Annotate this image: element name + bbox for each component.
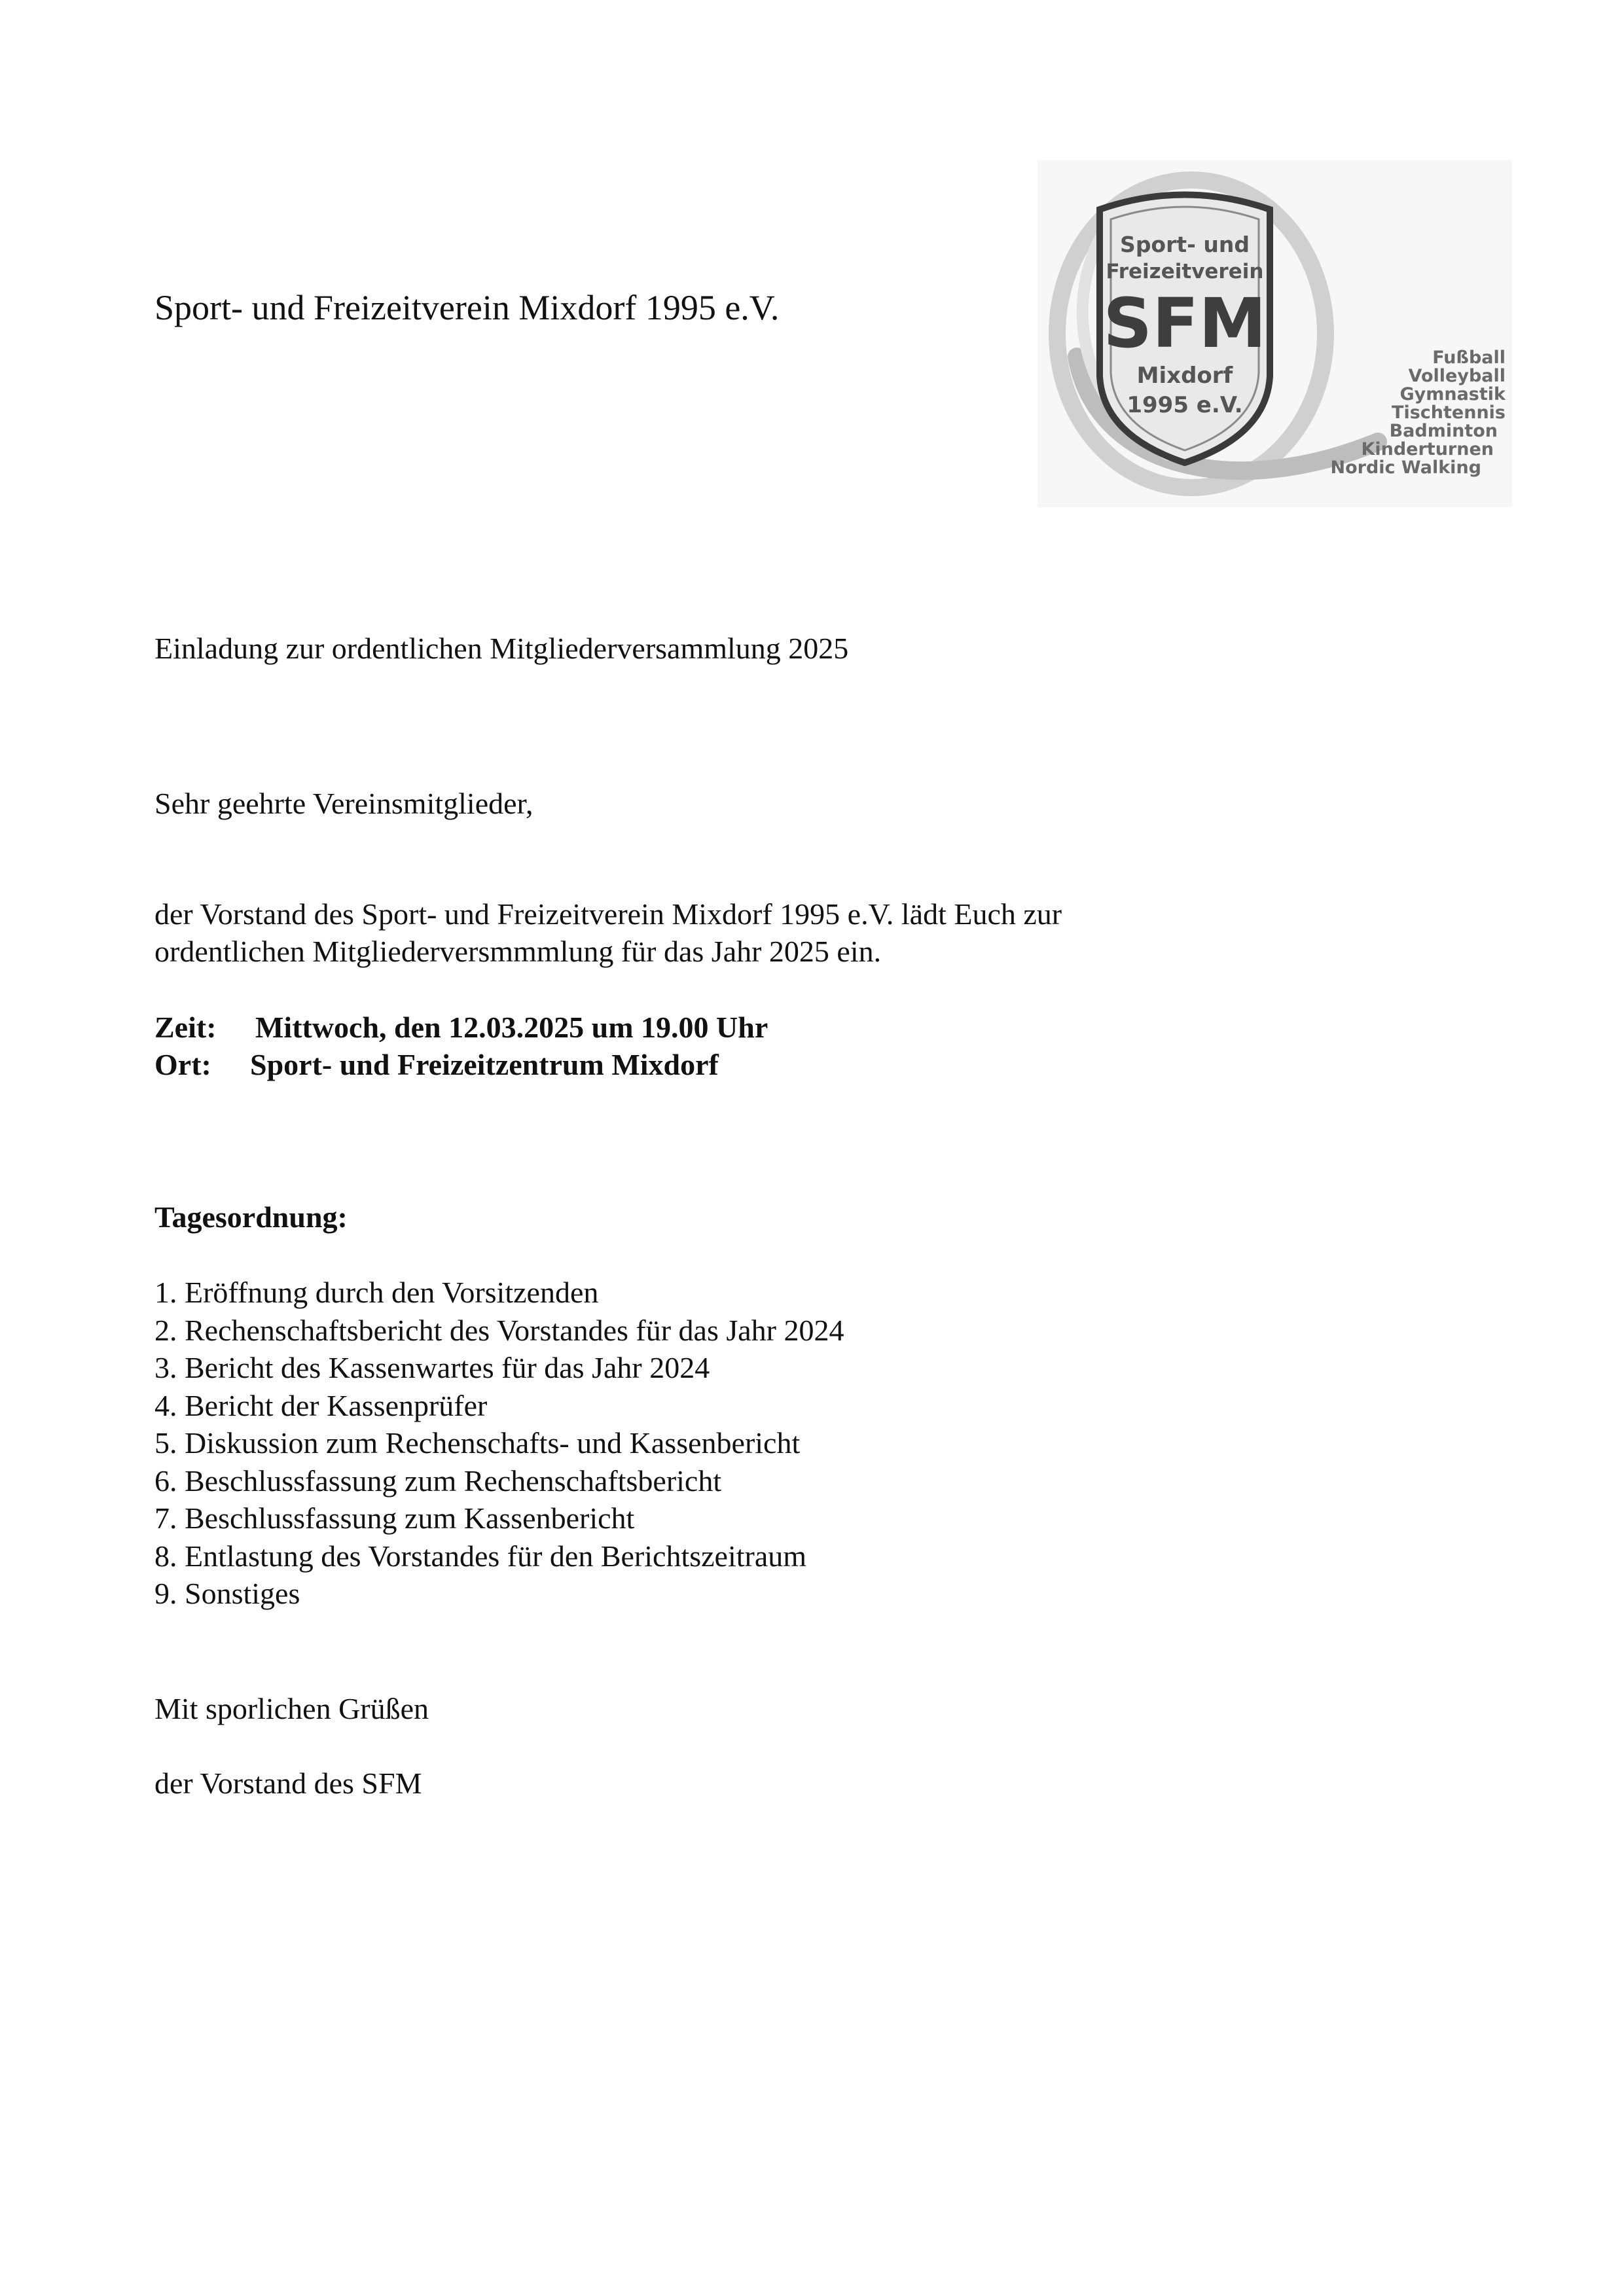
location-value: Sport- und Freizeitzentrum Mixdorf — [250, 1048, 719, 1081]
meeting-time — [154, 1009, 768, 1046]
logo-line-4: Mixdorf — [1136, 363, 1233, 389]
logo-sport-3: Tischtennis — [1392, 403, 1506, 423]
agenda-list — [154, 1274, 844, 1613]
logo-sport-2: Gymnastik — [1399, 384, 1506, 404]
salutation: Sehr geehrte Vereinsmitglieder, — [154, 787, 533, 820]
time-label: Zeit: — [154, 1011, 217, 1044]
intro-line-1: der Vorstand des Sport- und Freizeitverein Mixdorf 1995 e.V. lädt Euch zur — [154, 897, 1062, 931]
agenda-item: 7. Beschlussfassung zum Kassenbericht — [154, 1501, 635, 1535]
logo-line-1: Sport- und — [1120, 232, 1250, 257]
agenda-item: 9. Sonstiges — [154, 1577, 300, 1610]
signature: der Vorstand des SFM — [154, 1767, 422, 1800]
organization-name: Sport- und Freizeitverein Mixdorf 1995 e.V. — [154, 288, 780, 327]
agenda-item: 4. Bericht der Kassenprüfer — [154, 1388, 488, 1422]
agenda-item: 5. Diskussion zum Rechenschafts- und Kassenbericht — [154, 1426, 801, 1460]
agenda-item: 3. Bericht des Kassenwartes für das Jahr 2024 — [154, 1351, 710, 1384]
logo-sport-5: Kinderturnen — [1361, 439, 1494, 459]
logo-sport-1: Volleyball — [1408, 366, 1506, 386]
agenda-item: 8. Entlastung des Vorstandes für den Berichtszeitraum — [154, 1539, 807, 1573]
agenda-heading: Tagesordnung: — [154, 1200, 348, 1234]
logo-graphic — [1038, 160, 1512, 507]
logo-line-5: 1995 e.V. — [1127, 392, 1243, 418]
logo-sport-0: Fußball — [1432, 348, 1506, 368]
location-label: Ort: — [154, 1048, 211, 1081]
invitation-title: Einladung zur ordentlichen Mitgliederversammlung 2025 — [154, 632, 849, 665]
meeting-location — [154, 1047, 719, 1083]
logo-sport-4: Badminton — [1389, 421, 1498, 441]
logo-sport-6: Nordic Walking — [1330, 457, 1481, 478]
logo-line-2: Freizeitverein — [1106, 260, 1264, 283]
club-logo — [1038, 160, 1512, 507]
agenda-item: 1. Eröffnung durch den Vorsitzenden — [154, 1276, 599, 1309]
closing: Mit sporlichen Grüßen — [154, 1692, 429, 1725]
intro-line-2: ordentlichen Mitgliederversmmmlung für das Jahr 2025 ein. — [154, 935, 882, 968]
logo-abbreviation: SFM — [1103, 283, 1267, 363]
time-value: Mittwoch, den 12.03.2025 um 19.00 Uhr — [255, 1011, 768, 1044]
agenda-item: 6. Beschlussfassung zum Rechenschaftsbericht — [154, 1463, 722, 1498]
agenda-item: 2. Rechenschaftsbericht des Vorstandes für das Jahr 2024 — [154, 1313, 844, 1347]
